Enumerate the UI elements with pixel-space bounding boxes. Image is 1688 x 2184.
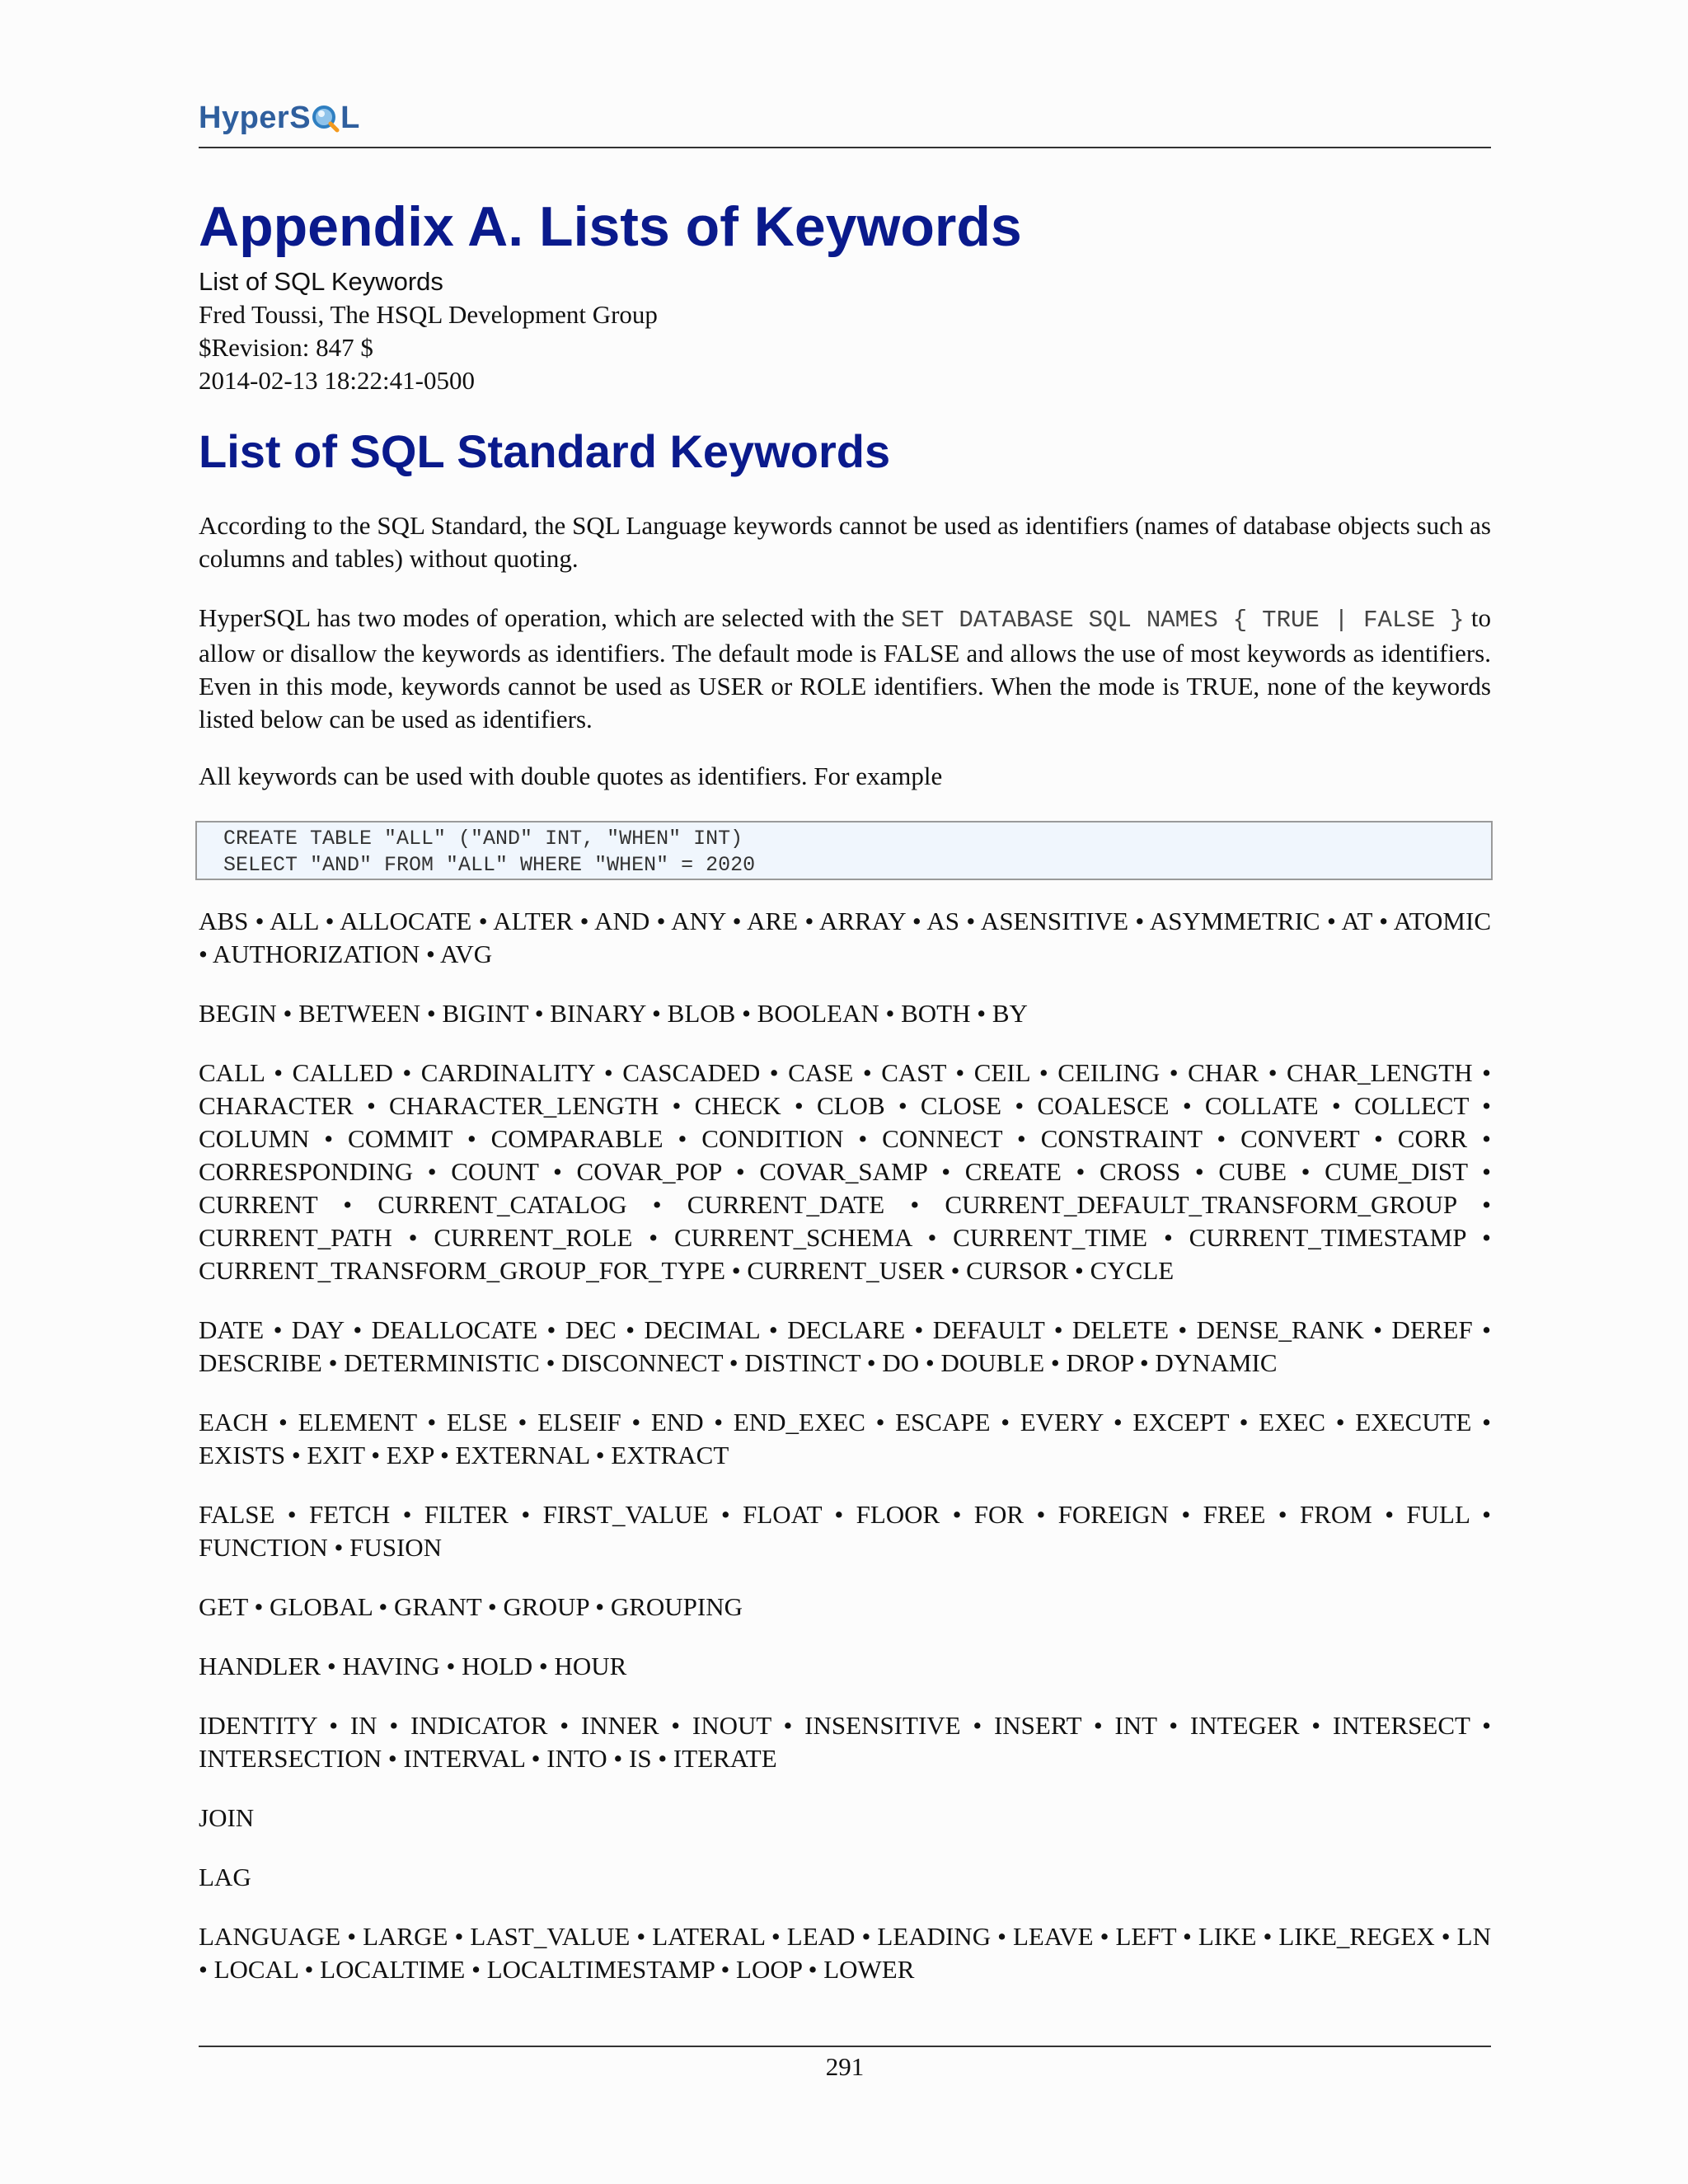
modes-text-before: HyperSQL has two modes of operation, which are selected with the: [199, 603, 902, 632]
keywords-g: GET • GLOBAL • GRANT • GROUP • GROUPING: [199, 1592, 743, 1621]
magnifier-q-icon: [312, 104, 340, 132]
code-example: CREATE TABLE "ALL" ("AND" INT, "WHEN" INT) SELECT "AND" FROM "ALL" WHERE "WHEN" = 2020: [195, 821, 1493, 880]
keywords-l: LANGUAGE • LARGE • LAST_VALUE • LATERAL • LEAD • LEADING • LEAVE • LEFT • LIKE • LIKE_REGEX • LN • LOCAL • LOCALTIME • LOCALTIMESTAMP • LOOP • LOWER: [199, 1922, 1491, 1984]
keywords-lag: LAG: [199, 1863, 251, 1891]
footer-rule: [199, 2046, 1491, 2047]
keywords-e: EACH • ELEMENT • ELSE • ELSEIF • END • END_EXEC • ESCAPE • EVERY • EXCEPT • EXEC • EXECUTE • EXISTS • EXIT • EXP • EXTERNAL • EXTRACT: [199, 1408, 1491, 1469]
keywords-i: IDENTITY • IN • INDICATOR • INNER • INOUT • INSENSITIVE • INSERT • INT • INTEGER • INTERSECT • INTERSECTION • INTERVAL • INTO • IS • ITERATE: [199, 1711, 1491, 1773]
chapter-subtitle: List of SQL Keywords: [199, 267, 443, 296]
page-number: 291: [825, 2052, 865, 2081]
keywords-f: FALSE • FETCH • FILTER • FIRST_VALUE • FLOAT • FLOOR • FOR • FOREIGN • FREE • FROM • FULL • FUNCTION • FUSION: [199, 1500, 1491, 1562]
hypersql-logo: [199, 97, 360, 138]
keywords-a: ABS • ALL • ALLOCATE • ALTER • AND • ANY • ARE • ARRAY • AS • ASENSITIVE • ASYMMETRIC • AT • ATOMIC • AUTHORIZATION • AVG: [199, 907, 1491, 968]
author-line: Fred Toussi, The HSQL Development Group: [199, 300, 658, 329]
set-names-code: SET DATABASE SQL NAMES { TRUE | FALSE }: [901, 607, 1465, 634]
intro-paragraph: According to the SQL Standard, the SQL Language keywords cannot be used as identifiers (names of database objects such as columns and tables) without quoting.: [199, 511, 1491, 573]
revision-line: $Revision: 847 $: [199, 333, 373, 362]
example-paragraph: All keywords can be used with double quotes as identifiers. For example: [199, 762, 943, 790]
logo-text-left: HyperS: [199, 100, 312, 135]
modes-text-after: to allow or disallow the keywords as identifiers. The default mode is FALSE and allows the use of most keywords as identifiers. Even in this mode, keywords cannot be used as USER or ROLE identifiers. When the mode is TRUE, none of the keywords listed below can be used as identifiers.: [199, 603, 1491, 733]
keywords-d: DATE • DAY • DEALLOCATE • DEC • DECIMAL • DECLARE • DEFAULT • DELETE • DENSE_RANK • DEREF • DESCRIBE • DETERMINISTIC • DISCONNECT • DISTINCT • DO • DOUBLE • DROP • DYNAMIC: [199, 1315, 1491, 1377]
header-rule: [199, 147, 1491, 148]
chapter-title: Appendix A. Lists of Keywords: [199, 195, 1022, 258]
keywords-j: JOIN: [199, 1803, 255, 1832]
keywords-c: CALL • CALLED • CARDINALITY • CASCADED • CASE • CAST • CEIL • CEILING • CHAR • CHAR_LENGTH • CHARACTER • CHARACTER_LENGTH • CHECK • CLOB • CLOSE • COALESCE • COLLATE • COLLECT • COLUMN • COMMIT • COMPARABLE • CONDITION • CONNECT • CONSTRAINT • CONVERT • CORR • CORRESPONDING • COUNT • COVAR_POP • COVAR_SAMP • CREATE • CROSS • CUBE • CUME_DIST • CURRENT • CURRENT_CATALOG • CURRENT_DATE • CURRENT_DEFAULT_TRANSFORM_GROUP • CURRENT_PATH • CURRENT_ROLE • CURRENT_SCHEMA • CURRENT_TIME • CURRENT_TIMESTAMP • CURRENT_TRANSFORM_GROUP_FOR_TYPE • CURRENT_USER • CURSOR • CYCLE: [199, 1058, 1491, 1285]
logo-text-right: L: [340, 100, 360, 135]
modes-paragraph: [199, 602, 1491, 736]
keywords-b: BEGIN • BETWEEN • BIGINT • BINARY • BLOB • BOOLEAN • BOTH • BY: [199, 999, 1028, 1028]
section-title: List of SQL Standard Keywords: [199, 425, 891, 477]
keywords-h: HANDLER • HAVING • HOLD • HOUR: [199, 1652, 627, 1680]
date-line: 2014-02-13 18:22:41-0500: [199, 366, 475, 395]
document-page: [199, 0, 1491, 2184]
